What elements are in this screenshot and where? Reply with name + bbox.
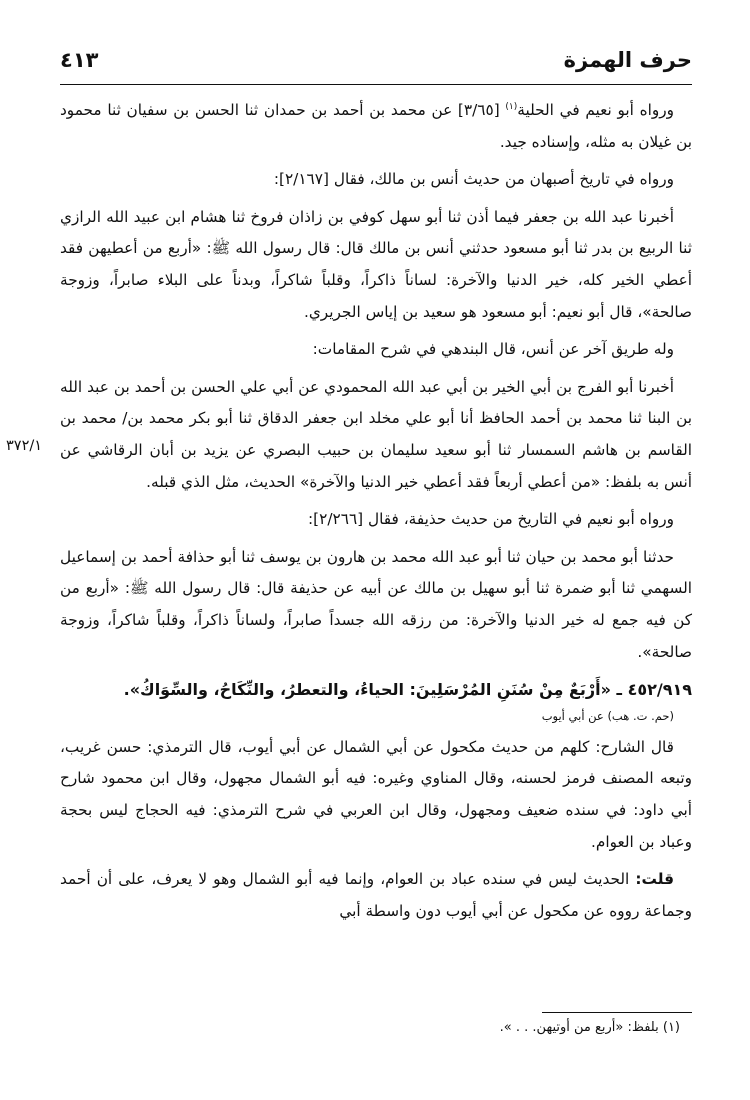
paragraph-text: [٣/٦٥] عن محمد بن أحمد بن حمدان ثنا الحسن بن سفيان ثنا محمود بن غيلان به مثله، وإسناده جيد. <box>60 101 692 151</box>
hadith-source: (حم. ت. هب) عن أبي أيوب <box>541 708 674 723</box>
footnote-marker: (١) <box>505 102 518 112</box>
page-header <box>60 44 692 85</box>
margin-reference: ٣٧٢/١ <box>6 438 43 454</box>
paragraph: حدثنا أبو محمد بن حيان ثنا أبو عبد الله محمد بن هارون بن يوسف ثنا أبو حذافة أحمد بن إسماعيل السهمي ثنا أبو ضمرة ثنا أبو سهيل بن مالك عن أبيه عن حذيفة قال: قال رسول الله ﷺ: «أربع من كن فيه جمع له خير الدنيا والآخرة: من رزقه الله جسداً صابراً، ولساناً ذاكراً، وقلباً شاكراً، وزوجة صالحة». <box>60 547 692 661</box>
footnote-divider <box>542 1012 692 1013</box>
page-body <box>60 92 692 933</box>
paragraph-text: ورواه أبو نعيم في الحلية <box>517 101 675 120</box>
paragraph <box>60 92 692 158</box>
paragraph <box>60 864 692 927</box>
paragraph: ورواه أبو نعيم في التاريخ من حديث حذيفة، فقال [٢/٢٦٦]: <box>308 510 674 529</box>
paragraph: أخبرنا أبو الفرج بن أبي الخير بن أبي عبد الله المحمودي عن أبي علي الحسن بن أحمد بن عبد الله بن البنا ثنا محمد بن أحمد الحافظ أنا أبو علي مخلد ابن جعفر الدقاق ثنا أبو بكر محمد بن/ محمد بن القاسم بن هاشم السمسار ثنا أبو سعيد سليمان بن حبيب البصري عن يزيد بن أبان الرقاشي عن أنس به بلفظ: «من أعطي أربعاً فقد أعطي خير الدنيا والآخرة» الحديث، مثل الذي قبله. <box>60 377 692 491</box>
paragraph: وله طريق آخر عن أنس، قال البندهي في شرح المقامات: <box>312 340 674 359</box>
paragraph-text: الحديث ليس في سنده عباد بن العوام، وإنما فيه أبو الشمال وهو لا يعرف، على أن أحمد وجماعة رووه عن مكحول عن أبي أيوب دون واسطة أبي <box>60 870 692 920</box>
footnote: (١) بلفظ: «أربع من أوتيهن. . . ». <box>499 1020 680 1035</box>
page-number: ٤١٣ <box>60 48 99 72</box>
lead-word: قلت: <box>635 870 674 889</box>
paragraph: أخبرنا عبد الله بن جعفر فيما أذن ثنا أبو سهل كوفي بن زاذان فروخ ثنا هشام ابن عبيد الله الرازي ثنا الربيع بن بدر ثنا أبو مسعود حدثني أنس بن مالك قال: قال رسول الله ﷺ: «أربع من أعطيهن فقد أعطي الخير كله، خير الدنيا والآخرة: لساناً ذاكراً، وقلباً شاكراً، وبدناً على البلاء صابراً، وزوجة صالحة»، قال أبو نعيم: أبو مسعود هو سعيد بن إياس الجريري. <box>60 207 692 321</box>
paragraph: ورواه في تاريخ أصبهان من حديث أنس بن مالك، فقال [٢/١٦٧]: <box>273 170 674 189</box>
running-title: حرف الهمزة <box>563 48 692 72</box>
paragraph: قال الشارح: كلهم من حديث مكحول عن أبي الشمال عن أبي أيوب، قال الترمذي: حسن غريب، وتبعه المصنف فرمز لحسنه، وقال المناوي وغيره: فيه أبو الشمال مجهول، وقال ابن محمود شارح أبي داود: في سنده ضعيف ومجهول، وقال ابن العربي في شرح الترمذي: فيه الحجاج ليس بحجة وعباد بن العوام. <box>60 737 692 851</box>
hadith-heading: ٤٥٢/٩١٩ ـ «أَرْبَعٌ مِنْ سُنَنِ المُرْسَلِينَ: الحياءُ، والتعطرُ، والنِّكَاحُ، والسِّوَاكُ». <box>123 680 692 700</box>
